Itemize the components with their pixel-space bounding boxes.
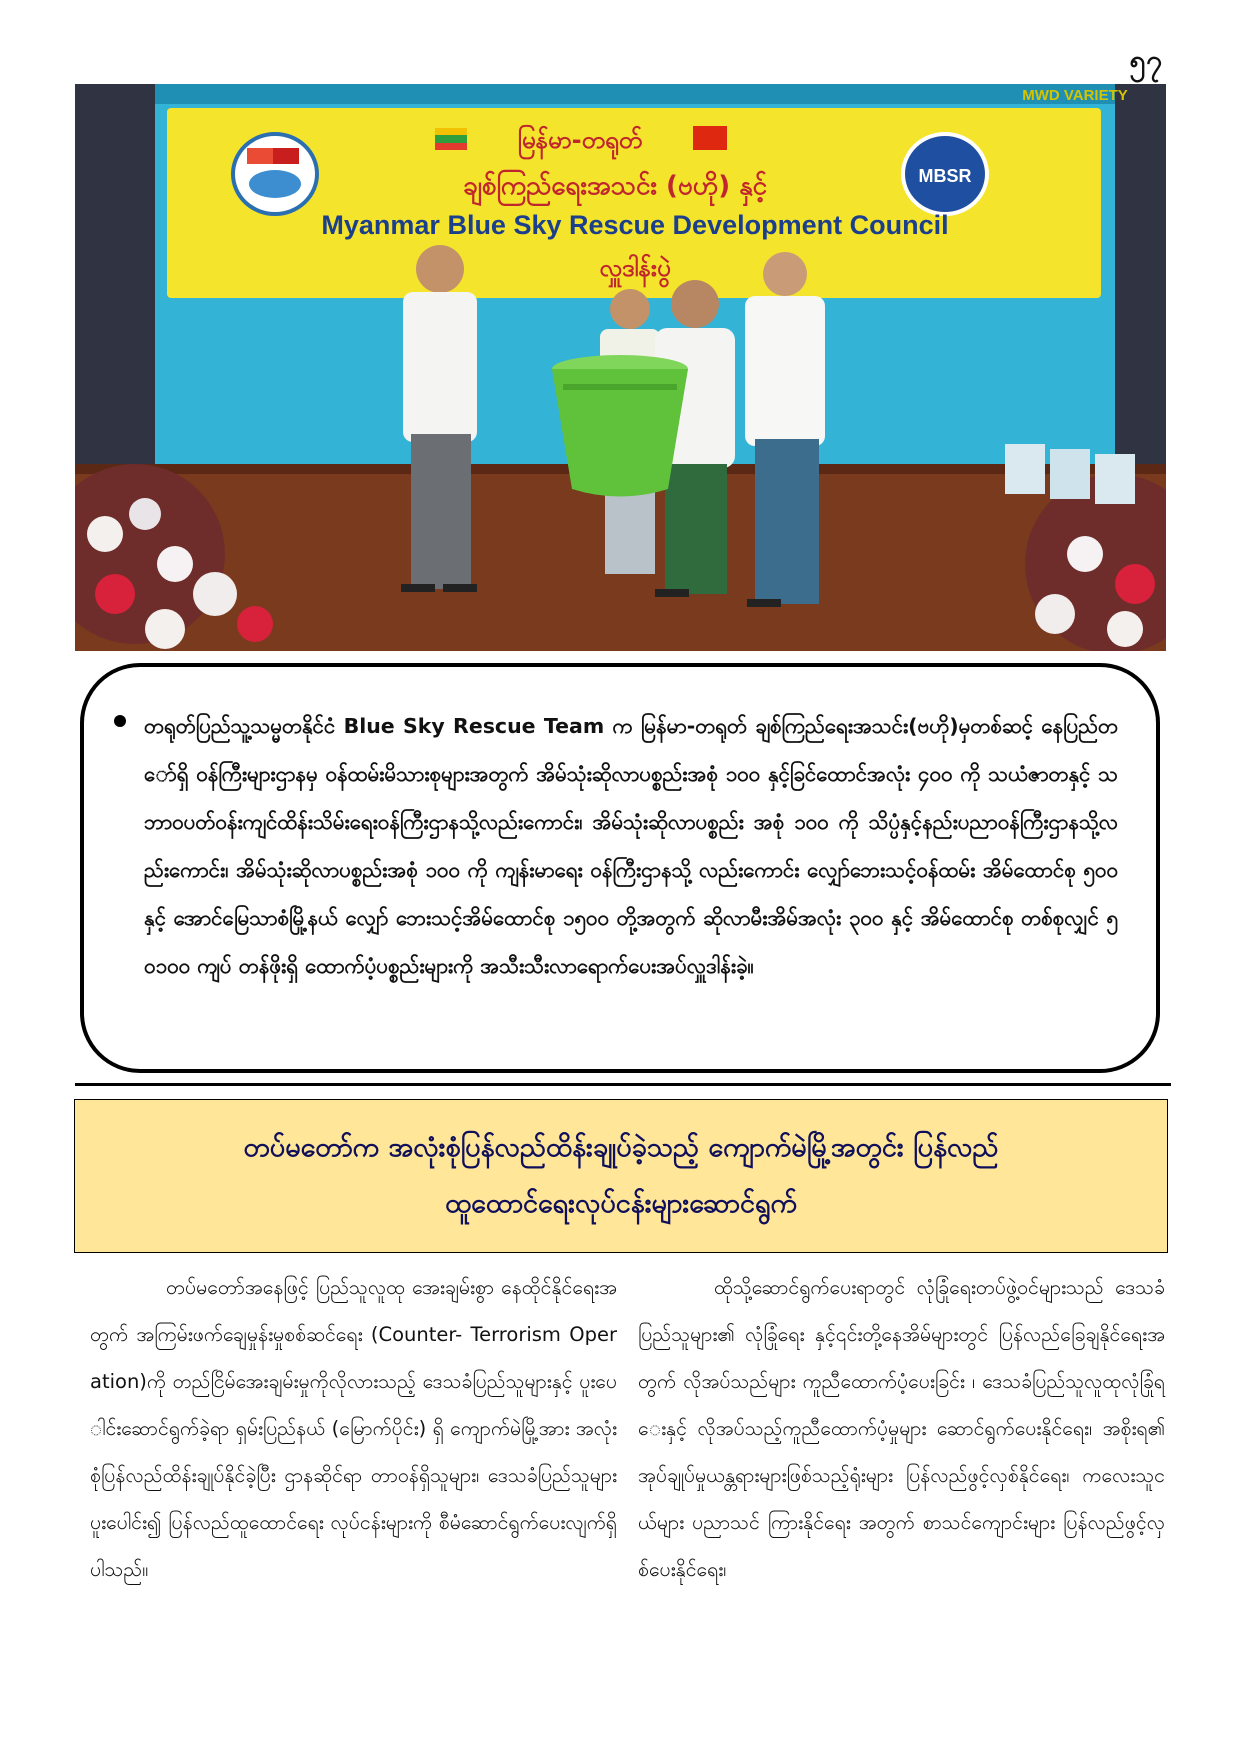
- green-bucket-icon: [552, 355, 688, 497]
- svg-text:ချစ်ကြည်ရေးအသင်း (ဗဟို) နှင့်: ချစ်ကြည်ရေးအသင်း (ဗဟို) နှင့်: [462, 171, 768, 201]
- headline-line-2: ထူထောင်ရေးလုပ်ငန်းများဆောင်ရွက်: [445, 1188, 797, 1219]
- section-divider: [75, 1083, 1171, 1086]
- left-logo-icon: [233, 134, 317, 214]
- donation-ceremony-photo: [75, 84, 1166, 651]
- svg-text:Myanmar Blue Sky Rescue Develo: Myanmar Blue Sky Rescue Development Council: [321, 210, 949, 240]
- article-column-left: [90, 1264, 617, 1593]
- paragraph-left: တပ်မတော်အနေဖြင့် ပြည်သူလူထု အေးချမ်းစွာ နေထိုင်နိုင်ရေးအတွက် အကြမ်းဖက်ချေမှုန်းမှုစစ်ဆင်ရေး (Counter- Terrorism Operation)ကို တည်ငြိမ်အေးချမ်းမှုကိုလိုလားသည့် ဒေသခံပြည်သူများနှင့် ပူးပေါင်းဆောင်ရွက်ခဲ့ရာ ရှမ်းပြည်နယ် (မြောက်ပိုင်း) ရှိ ကျောက်မဲမြို့အား အလုံးစုံပြန်လည်ထိန်းချုပ်နိုင်ခဲ့ပြီး ဌာနဆိုင်ရာ တာဝန်ရှိသူများ၊ ဒေသခံပြည်သူများပူးပေါင်း၍ ပြန်လည်ထူထောင်ရေး လုပ်ငန်းများကို စီမံဆောင်ရွက်ပေးလျက်ရှိပါသည်။: [90, 1276, 617, 1581]
- person-1: [401, 245, 477, 592]
- headline-line-1: တပ်မတော်က အလုံးစုံပြန်လည်ထိန်းချုပ်ခဲ့သည့် ကျောက်မဲမြို့အတွင်း ပြန်လည်: [243, 1132, 999, 1163]
- article-column-right: [638, 1264, 1165, 1593]
- caption-text: တရုတ်ပြည်သူ့သမ္မတနိုင်ငံ Blue Sky Rescue Team က မြန်မာ-တရုတ် ချစ်ကြည်ရေးအသင်း(ဗဟို)မှတစ်ဆင့် နေပြည်တော်ရှိ ဝန်ကြီးများဌာနမှ ဝန်ထမ်းမိသားစုများအတွက် အိမ်သုံးဆိုလာပစ္စည်းအစုံ ၁၀၀ နှင့်ခြင်ထောင်အလုံး ၄၀၀ ကို သယံဇာတနှင့် သဘာဝပတ်ဝန်းကျင်ထိန်းသိမ်းရေးဝန်ကြီးဌာနသို့လည်းကောင်း၊ အိမ်သုံးဆိုလာပစ္စည်း အစုံ ၁၀၀ ကို သိပ္ပံနှင့်နည်းပညာဝန်ကြီးဌာနသို့လည်းကောင်း၊ အိမ်သုံးဆိုလာပစ္စည်းအစုံ ၁၀၀ ကို ကျန်းမာရေး ဝန်ကြီးဌာနသို့ လည်းကောင်း လျှော်ဘေးသင့်ဝန်ထမ်း အိမ်ထောင်စု ၅၀၀ နှင့် အောင်မြေသာစံမြို့နယ် လျှော် ဘေးသင့်အိမ်ထောင်စု ၁၅၀၀ တို့အတွက် ဆိုလာမီးအိမ်အလုံး ၃၀၀ နှင့် အိမ်ထောင်စု တစ်စုလျှင် ၅၀၁၀၀ ကျပ် တန်ဖိုးရှိ ထောက်ပံ့ပစ္စည်းများကို အသီးသီးလာရောက်ပေးအပ်လှူဒါန်းခဲ့။: [144, 714, 1118, 978]
- svg-text:MBSR: MBSR: [918, 166, 972, 186]
- bullet-dot-icon: [114, 715, 126, 727]
- paragraph-right: ထိုသို့ဆောင်ရွက်ပေးရာတွင် လုံခြုံရေးတပ်ဖွဲ့ဝင်များသည် ဒေသခံပြည်သူများ၏ လုံခြုံရေး နှင့်၎င်းတို့နေအိမ်များတွင် ပြန်လည်ခြေချနိုင်ရေးအတွက် လိုအပ်သည်များ ကူညီထောက်ပံ့ပေးခြင်း ၊ ဒေသခံပြည်သူလူထုလုံခြုံရေးနှင့် လိုအပ်သည့်ကူညီထောက်ပံ့မှုများ ဆောင်ရွက်ပေးနိုင်ရေး၊ အစိုးရ၏ အုပ်ချုပ်မှုယန္တရားများဖြစ်သည့်ရုံးများ ပြန်လည်ဖွင့်လှစ်နိုင်ရေး၊ ကလေးသူငယ်များ ပညာသင် ကြားနိုင်ရေး အတွက် စာသင်ကျောင်းများ ပြန်လည်ဖွင့်လှစ်ပေးနိုင်ရေး၊: [638, 1276, 1165, 1581]
- person-4: [745, 252, 825, 607]
- svg-text:မြန်မာ-တရုတ်: မြန်မာ-တရုတ်: [517, 126, 643, 154]
- right-logo-icon: [903, 134, 987, 214]
- caption-box: [80, 663, 1160, 1073]
- svg-text:MWD VARIETY: MWD VARIETY: [1022, 87, 1128, 104]
- page-number: ၅၇: [1129, 44, 1163, 77]
- svg-text:လှူဒါန်းပွဲ: လှူဒါန်းပွဲ: [599, 254, 671, 282]
- china-flag-icon: [693, 126, 727, 150]
- article-headline: [74, 1099, 1168, 1253]
- photo-illustration: [75, 84, 1166, 651]
